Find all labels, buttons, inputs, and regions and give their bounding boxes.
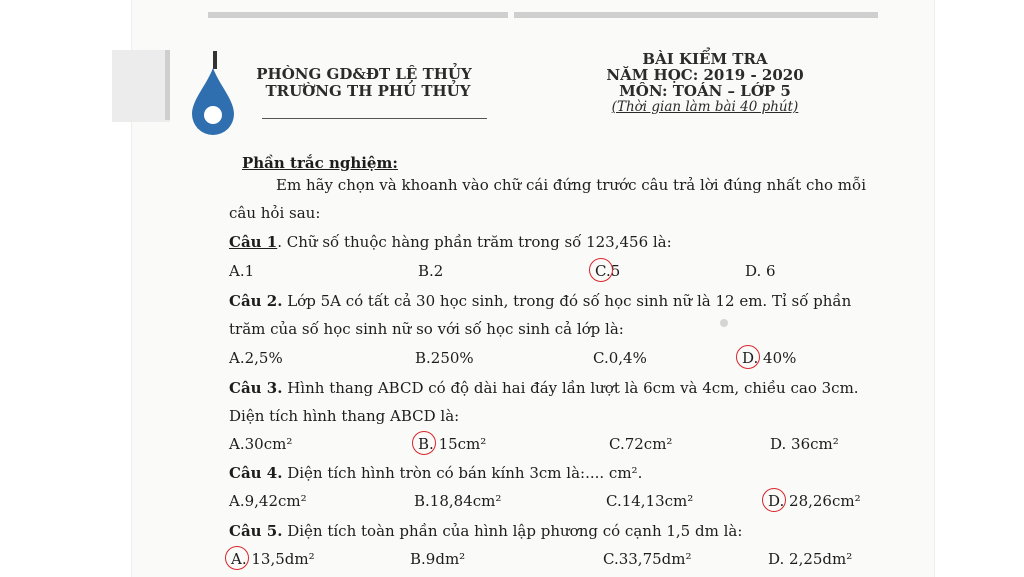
department-name: PHÒNG GD&ĐT LỆ THỦY bbox=[256, 65, 472, 83]
question-3 bbox=[229, 379, 859, 397]
q2-option-b[interactable]: B.250% bbox=[415, 349, 474, 367]
question-5 bbox=[229, 522, 742, 540]
question-label: Câu 3. bbox=[229, 379, 283, 397]
q5-option-c[interactable]: C.33,75dm² bbox=[603, 550, 692, 568]
question-text: Hình thang ABCD có độ dài hai đáy lần lượt là 6cm và 4cm, chiều cao 3cm. bbox=[282, 379, 859, 397]
q2-option-c[interactable]: C.0,4% bbox=[593, 349, 647, 367]
answer-circle: A. bbox=[231, 550, 247, 568]
q5-option-d[interactable]: D. 2,25dm² bbox=[768, 550, 853, 568]
question-4 bbox=[229, 464, 642, 482]
q3-option-b[interactable]: B. 15cm² bbox=[418, 435, 487, 453]
school-header bbox=[238, 66, 490, 100]
question-text: Diện tích toàn phần của hình lập phương có cạnh 1,5 dm là: bbox=[282, 522, 743, 540]
q2-option-a[interactable]: A.2,5% bbox=[229, 349, 283, 367]
stray-dot bbox=[720, 319, 728, 327]
answer-circle: C. bbox=[595, 262, 611, 280]
q1-option-a[interactable]: A.1 bbox=[229, 262, 255, 280]
question-text: Lớp 5A có tất cả 30 học sinh, trong đó số học sinh nữ là 12 em. Tỉ số phần bbox=[282, 292, 852, 310]
question-label: Câu 4. bbox=[229, 464, 283, 482]
section-title: Phần trắc nghiệm: bbox=[242, 154, 398, 172]
school-underline bbox=[262, 118, 487, 119]
exam-header bbox=[590, 51, 820, 115]
instruction-line-2: câu hỏi sau: bbox=[229, 204, 321, 222]
q1-option-d[interactable]: D. 6 bbox=[745, 262, 776, 280]
question-2 bbox=[229, 292, 851, 310]
school-year: NĂM HỌC: 2019 - 2020 bbox=[606, 66, 804, 84]
exam-title: BÀI KIỂM TRA bbox=[642, 50, 768, 68]
question-label: Câu 5. bbox=[229, 522, 283, 540]
answer-circle: B. bbox=[418, 435, 434, 453]
q4-option-c[interactable]: C.14,13cm² bbox=[606, 492, 694, 510]
school-name: TRƯỜNG TH PHÚ THỦY bbox=[265, 82, 471, 100]
question-1 bbox=[229, 233, 672, 251]
water-drop-icon bbox=[188, 66, 238, 138]
q4-option-b[interactable]: B.18,84cm² bbox=[414, 492, 502, 510]
question-3-line-2: Diện tích hình thang ABCD là: bbox=[229, 407, 460, 425]
q1-option-c[interactable]: C.5 bbox=[595, 262, 621, 280]
side-margin-line bbox=[165, 50, 170, 120]
instruction-line-1: Em hãy chọn và khoanh vào chữ cái đứng trước câu trả lời đúng nhất cho mỗi bbox=[276, 176, 867, 194]
answer-circle: D. bbox=[768, 492, 785, 510]
q5-option-a[interactable]: A. 13,5dm² bbox=[231, 550, 315, 568]
question-2-line-2: trăm của số học sinh nữ so với số học sinh cả lớp là: bbox=[229, 320, 624, 338]
q4-option-a[interactable]: A.9,42cm² bbox=[229, 492, 307, 510]
question-label: Câu 1 bbox=[229, 233, 278, 251]
top-divider-right bbox=[514, 12, 878, 18]
q3-option-d[interactable]: D. 36cm² bbox=[770, 435, 839, 453]
exam-duration: (Thời gian làm bài 40 phút) bbox=[611, 99, 799, 115]
side-margin-box bbox=[112, 50, 170, 122]
q2-option-d[interactable]: D. 40% bbox=[742, 349, 797, 367]
question-label: Câu 2. bbox=[229, 292, 283, 310]
question-text: Diện tích hình tròn có bán kính 3cm là:.... cm². bbox=[282, 464, 643, 482]
top-divider-left bbox=[208, 12, 508, 18]
subject-grade: MÔN: TOÁN – LỚP 5 bbox=[619, 82, 791, 100]
q5-option-b[interactable]: B.9dm² bbox=[410, 550, 466, 568]
q3-option-c[interactable]: C.72cm² bbox=[609, 435, 673, 453]
q1-option-b[interactable]: B.2 bbox=[418, 262, 444, 280]
q4-option-d[interactable]: D. 28,26cm² bbox=[768, 492, 861, 510]
answer-circle: D. bbox=[742, 349, 759, 367]
question-text: . Chữ số thuộc hàng phần trăm trong số 123,456 là: bbox=[277, 233, 672, 251]
q3-option-a[interactable]: A.30cm² bbox=[229, 435, 293, 453]
